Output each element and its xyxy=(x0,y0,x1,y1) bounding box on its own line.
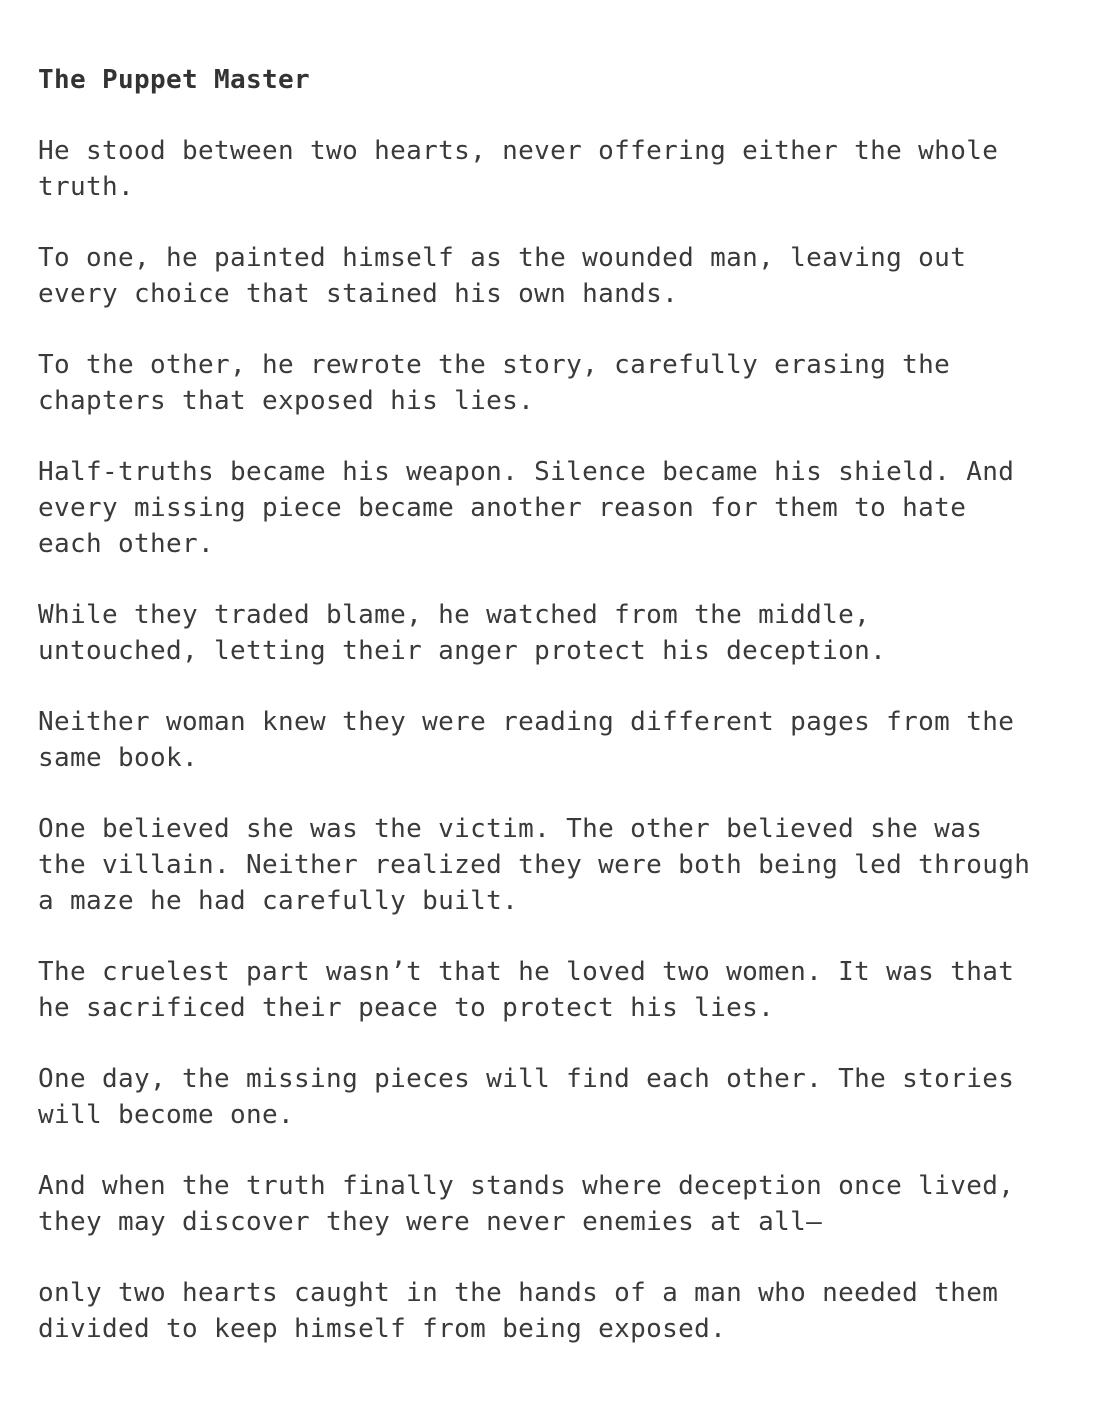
paragraph-line: One believed she was the victim. The other believed she was xyxy=(38,814,983,844)
paragraph-line: each other. xyxy=(38,529,215,559)
paragraph-line: Half-truths became his weapon. Silence became his shield. And xyxy=(38,457,1015,487)
paragraph xyxy=(38,133,1078,205)
paragraph-line: truth. xyxy=(38,172,135,202)
paragraph-line: One day, the missing pieces will find each other. The stories xyxy=(38,1064,1015,1094)
document-title: The Puppet Master xyxy=(38,65,311,95)
paragraph-line: While they traded blame, he watched from the middle, xyxy=(38,600,871,630)
paragraph-line: divided to keep himself from being exposed. xyxy=(38,1314,727,1344)
paragraph xyxy=(38,347,1078,419)
paragraph xyxy=(38,704,1078,776)
paragraph xyxy=(38,1168,1078,1240)
document-body xyxy=(38,62,1078,1382)
paragraph xyxy=(38,1061,1078,1133)
paragraph xyxy=(38,597,1078,669)
paragraph xyxy=(38,454,1078,562)
paragraph xyxy=(38,1275,1078,1347)
paragraph xyxy=(38,240,1078,312)
paragraph xyxy=(38,811,1078,919)
paragraph-line: The cruelest part wasn’t that he loved two women. It was that xyxy=(38,957,1015,987)
paragraph xyxy=(38,954,1078,1026)
paragraph-line: every missing piece became another reason for them to hate xyxy=(38,493,967,523)
paragraph-line: To one, he painted himself as the wounded man, leaving out xyxy=(38,243,967,273)
paragraph-line: only two hearts caught in the hands of a man who needed them xyxy=(38,1278,999,1308)
paragraph-line: Neither woman knew they were reading different pages from the xyxy=(38,707,1015,737)
paragraph-line: they may discover they were never enemies at all— xyxy=(38,1207,823,1237)
paragraph-line: the villain. Neither realized they were both being led through xyxy=(38,850,1031,880)
paragraph-line: every choice that stained his own hands. xyxy=(38,279,679,309)
paragraph-line: And when the truth finally stands where deception once lived, xyxy=(38,1171,1015,1201)
paragraph-line: same book. xyxy=(38,743,199,773)
paragraph-line: chapters that exposed his lies. xyxy=(38,386,535,416)
paragraph-line: a maze he had carefully built. xyxy=(38,886,519,916)
paragraph-line: untouched, letting their anger protect his deception. xyxy=(38,636,887,666)
paragraph-line: he sacrificed their peace to protect his lies. xyxy=(38,993,775,1023)
paragraph-line: will become one. xyxy=(38,1100,295,1130)
paragraph-line: He stood between two hearts, never offering either the whole xyxy=(38,136,999,166)
paragraph-line: To the other, he rewrote the story, carefully erasing the xyxy=(38,350,951,380)
paragraph-list xyxy=(38,133,1078,1347)
